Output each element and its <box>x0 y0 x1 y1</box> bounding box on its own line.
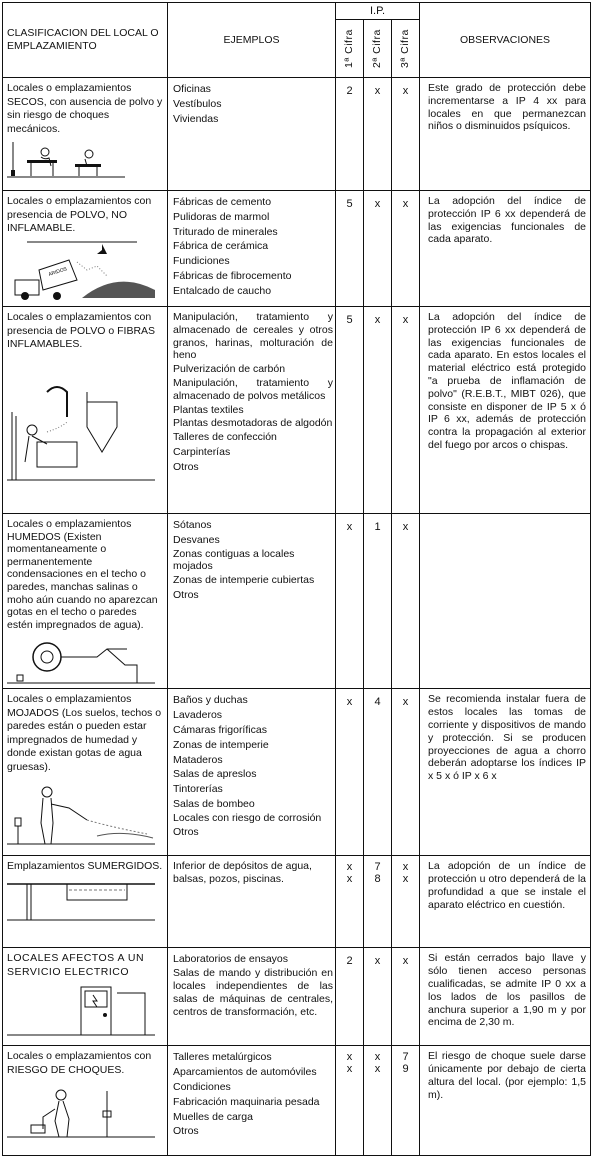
ejemplo-item: Locales con riesgo de corrosión <box>173 811 322 824</box>
table-row <box>3 514 591 689</box>
ejemplo-item: Oficinas <box>173 83 211 95</box>
ejemplo-item: Vestíbulos <box>173 97 222 110</box>
row-observaciones: Este grado de protección debe incrementarse a IP 4 xx para locales en que permanezcan niños o disminuidos psíquicos. <box>420 78 591 191</box>
cifra-1-value: x x <box>336 1046 364 1156</box>
table-row <box>3 307 591 514</box>
ejemplo-item: Cámaras frigoríficas <box>173 723 267 736</box>
cifra-3-value: x <box>392 689 420 856</box>
ejemplo-item: Otros <box>173 588 199 601</box>
row-clasificacion: Locales o emplazamientos con presencia de POLVO, NO INFLAMABLE. <box>7 195 152 234</box>
ejemplo-item: Zonas de intemperie cubiertas <box>173 574 315 587</box>
table-row <box>3 1046 591 1156</box>
ejemplo-item: Talleres metalúrgicos <box>173 1051 272 1064</box>
ejemplo-item: Zonas contiguas a locales mojados <box>173 547 295 573</box>
row-observaciones: Se recomienda instalar fuera de estos locales las tomas de corriente y dispositivos de mando y protección. Si se producen proyecciones de agua a chorro deberán adoptarse los índices IP x 5 x ó IP x 6 x <box>420 689 591 856</box>
ejemplo-item: Fábrica de cerámica <box>173 240 269 253</box>
ejemplo-item: Lavaderos <box>173 709 223 722</box>
header-observaciones: OBSERVACIONES <box>420 3 591 78</box>
row-clasificacion: Emplazamientos SUMERGIDOS. <box>7 860 163 873</box>
ejemplo-item: Fabricación maquinaria pesada <box>173 1095 320 1108</box>
cifra-2-value: x <box>364 191 392 307</box>
header-clasificacion: CLASIFICACION DEL LOCAL O EMPLAZAMIENTO <box>3 3 168 78</box>
cifra-2-value: x <box>364 307 392 514</box>
ejemplo-item: Baños y duchas <box>173 694 248 707</box>
cifra-1-value: 2 <box>336 78 364 191</box>
dump-truck-illustration <box>7 240 164 302</box>
cifra-2-value: 4 <box>364 689 392 856</box>
cifra-3-value: 7 9 <box>392 1046 420 1156</box>
mill-worker-illustration <box>7 372 164 482</box>
cifra-3-value: x x <box>392 856 420 948</box>
ejemplo-item: Otros <box>173 1125 199 1138</box>
ejemplo-item: Fábricas de cemento <box>173 196 272 208</box>
ejemplo-item: Fundiciones <box>173 255 230 268</box>
row-observaciones: El riesgo de choque suele darse únicamente por debajo de cierta altura del local. (por ejemplo: 1,5 m). <box>420 1046 591 1156</box>
cifra-3-value: x <box>392 191 420 307</box>
washing-worker-illustration <box>7 778 164 846</box>
row-observaciones: La adopción del índice de protección IP 6 xx dependerá de las exigencias funcionales de cada aparato. <box>420 191 591 307</box>
row-clasificacion: Locales o emplazamientos SECOS, con ausencia de polvo y sin riesgo de choques mecánicos. <box>7 82 163 135</box>
table-row <box>3 856 591 948</box>
ejemplo-item: Entalcado de caucho <box>173 284 272 297</box>
cifra-3-value: x <box>392 948 420 1046</box>
ejemplo-item: Pulidoras de marmol <box>173 210 270 223</box>
ejemplo-item: Mataderos <box>173 753 223 766</box>
cifra-2-value: x x <box>364 1046 392 1156</box>
ejemplo-item: Sótanos <box>173 519 212 531</box>
ejemplo-item: Manipulación, tratamiento y almacenado de polvos metálicos <box>173 376 333 402</box>
ejemplo-item: Inferior de depósitos de agua, balsas, pozos, piscinas. <box>173 860 312 886</box>
cifra-3-value: x <box>392 514 420 689</box>
row-observaciones: La adopción del índice de protección IP 6 xx dependerá de las exigencias funcionales de cada aparato. En estos locales el material eléctrico está protegido "a prueba de inflamación de polvo" (R.E.B.T., MIBT 026), que consiste en disponer de IP 5 x ó IP 6 xx, además de protección contra la propagación al exterior del fuego por arcos o chispas. <box>420 307 591 514</box>
ejemplo-item: Talleres de confección <box>173 431 277 444</box>
cifra-3-value: x <box>392 307 420 514</box>
cifra-1-value: x <box>336 689 364 856</box>
ejemplo-item: Triturado de minerales <box>173 225 278 238</box>
cifra-1-value: 2 <box>336 948 364 1046</box>
header-ip: I.P. <box>336 3 420 20</box>
ejemplo-item: Plantas desmotadoras de algodón <box>173 417 333 430</box>
cifra-2-value: x <box>364 78 392 191</box>
ejemplo-item: Salas de apreslos <box>173 768 257 781</box>
ejemplo-item: Laboratorios de ensayos <box>173 953 288 966</box>
row-clasificacion: Locales o emplazamientos MOJADOS (Los suelos, techos o paredes están o pueden estar impregnados de humedad y donde existan gotas de agua gruesas). <box>7 693 162 773</box>
header-cifra-3: 3ª Cifra <box>399 29 411 68</box>
ejemplo-item: Muelles de carga <box>173 1110 253 1123</box>
ejemplo-item: Viviendas <box>173 112 219 125</box>
ejemplo-item: Manipulación, tratamiento y almacenado de cereales y otros granos, harinas, molturación de heno <box>173 311 333 362</box>
cifra-2-value: 7 8 <box>364 856 392 948</box>
cifra-1-value: 5 <box>336 191 364 307</box>
cifra-2-value: x <box>364 948 392 1046</box>
row-clasificacion: Locales o emplazamientos HUMEDOS (Existen momentaneamente o permanentemente condensaciones en el techo o paredes, manchas salinas o moho aún cuando no aparezcan gotas en el techo o paredes estén impregnados de agua). <box>7 518 158 631</box>
row-clasificacion: Locales o emplazamientos con presencia de POLVO o FIBRAS INFLAMABLES. <box>7 311 156 350</box>
row-clasificacion: LOCALES AFECTOS A UN SERVICIO ELECTRICO <box>7 952 145 978</box>
cable-reel-illustration <box>7 635 164 685</box>
submerged-pool-illustration <box>7 878 164 922</box>
ejemplo-item: Pulverización de carbón <box>173 363 286 376</box>
ip-table <box>2 2 591 1156</box>
ejemplo-item: Carpinterías <box>173 445 231 458</box>
cifra-2-value: 1 <box>364 514 392 689</box>
cart-worker-illustration <box>7 1081 164 1139</box>
electrical-panel-illustration <box>7 983 164 1039</box>
ejemplo-item: Salas de mando y distribución en locales independientes de las salas de máquinas de centrales, centros de transformación, etc. <box>173 967 333 1018</box>
ejemplo-item: Aparcamientos de automóviles <box>173 1066 317 1079</box>
ejemplo-item: Plantas textiles <box>173 403 244 416</box>
ejemplo-item: Fábricas de fibrocemento <box>173 269 292 282</box>
header-cifra-2: 2ª Cifra <box>371 29 383 68</box>
ejemplo-item: Otros <box>173 825 199 838</box>
ejemplo-item: Tintorerías <box>173 783 223 796</box>
ejemplo-item: Otros <box>173 460 199 473</box>
ejemplo-item: Zonas de intemperie <box>173 738 269 751</box>
table-row <box>3 689 591 856</box>
cifra-3-value: x <box>392 78 420 191</box>
row-clasificacion: Locales o emplazamientos con RIESGO DE CHOQUES. <box>7 1050 152 1076</box>
header-cifra-1: 1ª Cifra <box>343 29 355 68</box>
table-row <box>3 191 591 307</box>
office-workers-illustration <box>7 140 164 180</box>
row-observaciones: Si están cerrados bajo llave y sólo tienen acceso personas cualificadas, se admite IP 0 xx a los lados de los pasillos de anchura superior a 1,90 m y por encima de 2,30 m. <box>420 948 591 1046</box>
row-observaciones <box>420 514 591 689</box>
ejemplo-item: Desvanes <box>173 533 220 546</box>
cifra-1-value: 5 <box>336 307 364 514</box>
svg-text:ARIDOS: ARIDOS <box>47 265 68 278</box>
ejemplo-item: Condiciones <box>173 1080 231 1093</box>
row-observaciones: La adopción de un índice de protección u otro dependerá de la profundidad a que se instale el aparato eléctrico en cuestión. <box>420 856 591 948</box>
table-row <box>3 78 591 191</box>
header-ejemplos: EJEMPLOS <box>168 3 336 78</box>
table-row <box>3 948 591 1046</box>
cifra-1-value: x x <box>336 856 364 948</box>
ejemplo-item: Salas de bombeo <box>173 797 255 810</box>
cifra-1-value: x <box>336 514 364 689</box>
